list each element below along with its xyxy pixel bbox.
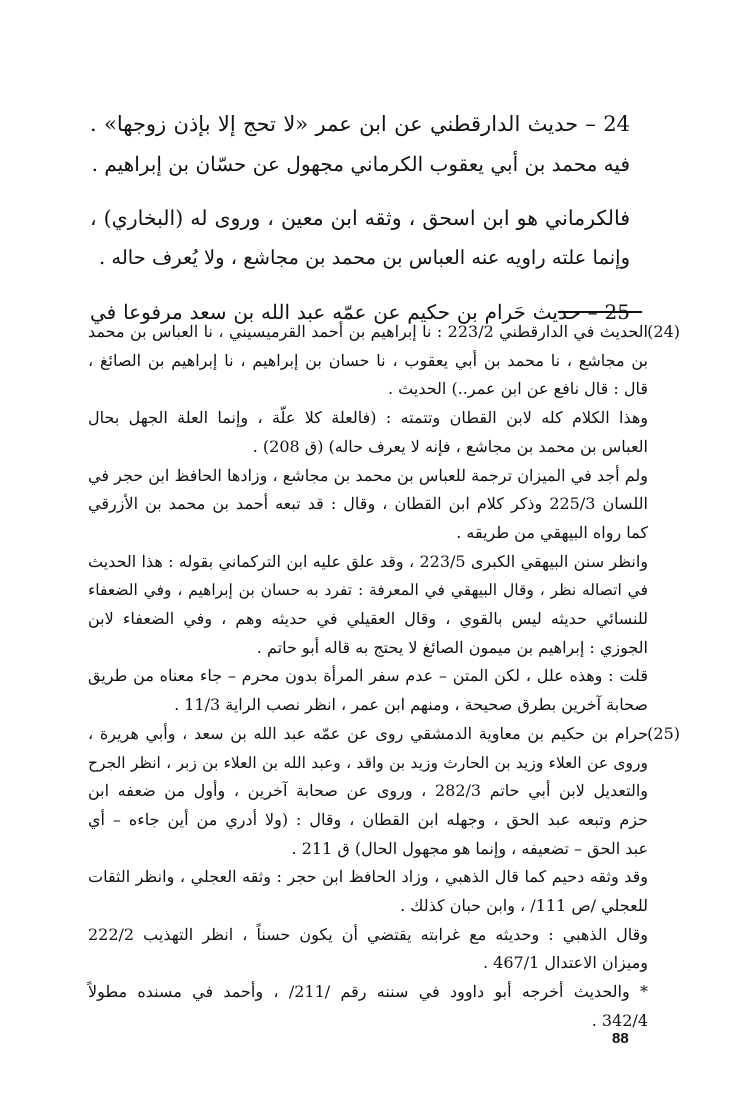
footnote-line: للنسائي حديثه ليس بالقوي ، وقال العقيلي في حديثه وهم ، وفي الضعفاء لابن	[88, 609, 648, 629]
footnote-line: للعجلي /ص 111/ ، وابن حبان كذلك .	[400, 896, 648, 916]
footnote-line: حزم وتبعه عبد الحق ، وجهله ابن القطان ، وقال : (ولا أدري من أين جاءه – أي	[88, 809, 648, 829]
main-line: وإنما علته راويه عنه العباس بن محمد بن مجاشع ، ولا يُعرف حاله .	[99, 246, 630, 269]
footnote-line: والتعديل لابن أبي حاتم 282/3 ، وروى عن صحابة آخرين ، وأول من ضعفه ابن	[88, 781, 649, 801]
main-line: 24 – حديث الدارقطني عن ابن عمر «لا تحج إلا بإذن زوجها» .	[90, 112, 630, 136]
footnote-line: كما رواه البيهقي من طريقه .	[456, 522, 648, 542]
footnote-line: اللسان 225/3 وذكر كلام ابن القطان ، وقال : قد تبعه أحمد بن محمد بن الأزرقي	[88, 494, 648, 514]
footnote-line: وقال الذهبي : وحديثه مع غرابته يقتضي أن يكون حسناً ، انظر التهذيب 222/2	[88, 924, 648, 944]
footnote-25	[88, 720, 680, 1036]
footnote-line: العباس بن محمد بن مجاشع ، فإنه لا يعرف حاله) (ق 208) .	[252, 436, 648, 456]
main-line: فيه محمد بن أبي يعقوب الكرماني مجهول عن حسّان بن إبراهيم .	[91, 152, 630, 176]
footnote-line: الحديث في الدارقطني 223/2 : نا إبراهيم بن أحمد القرميسيني ، نا العباس بن محمد	[88, 322, 649, 341]
footnote-line: الجوزي : إبراهيم بن ميمون الصائغ لا يحتج به قاله أبو حاتم .	[256, 637, 648, 657]
footnote-24	[88, 318, 680, 720]
footnote-line: وميزان الاعتدال 467/1 .	[482, 953, 648, 973]
footnote-line: * والحديث أخرجه أبو داوود في سننه رقم /211/ ، وأحمد في مسنده مطولاً	[88, 982, 649, 1002]
footnote-line: 342/4 .	[591, 1010, 648, 1030]
footnote-number: (25)	[647, 723, 680, 743]
footnote-line: وروى عن العلاء وزيد بن الحارث وزيد بن واقد ، وعبد الله بن العلاء بن زبر ، انظر الجرح	[88, 753, 648, 772]
footnote-line: في اتصاله نظر ، وقال البيهقي في المعرفة : تفرد به حسان بن إبراهيم ، وفي الضعفاء	[88, 581, 648, 600]
footnote-separator	[558, 311, 642, 313]
footnote-line: عبد الحق – تضعيفه ، وإنما هو مجهول الحال) ق 211 .	[291, 838, 648, 858]
footnote-line: وانظر سنن البيهقي الكبرى 223/5 ، وقد علق عليه ابن التركماني بقوله : هذا الحديث	[88, 551, 649, 571]
footnote-line: قلت : وهذه علل ، لكن المتن – عدم سفر المرأة بدون محرم – جاء معناه من طريق	[88, 666, 648, 686]
footnote-line: قال : قال نافع عن ابن عمر..) الحديث .	[387, 379, 648, 399]
footnote-line: وقد وثقه دحيم كما قال الذهبي ، وزاد الحافظ ابن حجر : وثقه العجلي ، وانظر الثقات	[88, 867, 648, 887]
footnote-number: (24)	[647, 322, 680, 341]
main-line: فالكرماني هو ابن اسحق ، وثقه ابن معين ، وروى له (البخاري) ،	[90, 206, 630, 230]
page-number: 88	[612, 1030, 629, 1047]
footnotes	[88, 318, 680, 1036]
footnote-line: وهذا الكلام كله لابن القطان وتتمته : (فالعلة كلا علّة ، وإنما العلة الجهل بحال	[88, 408, 648, 428]
main-text	[90, 104, 630, 332]
footnote-line: صحابة آخرين بطرق صحيحة ، ومنهم ابن عمر ، انظر نصب الراية 11/3 .	[174, 695, 648, 715]
footnote-line: ولم أجد في الميزان ترجمة للعباس بن محمد بن مجاشع ، وزادها الحافظ ابن حجر في	[88, 465, 648, 485]
footnote-line: بن مجاشع ، نا محمد بن أبي يعقوب ، نا حسان بن إبراهيم ، نا إبراهيم بن الصائغ ،	[88, 350, 648, 370]
footnote-line: حرام بن حكيم بن معاوية الدمشقي روى عن عمّه عبد الله بن سعد ، وأبي هريرة ،	[88, 723, 648, 743]
main-line: 25 – حديث حَرام بن حكيم عن عمّه عبد الله بن سعد مرفوعا في	[90, 300, 630, 324]
